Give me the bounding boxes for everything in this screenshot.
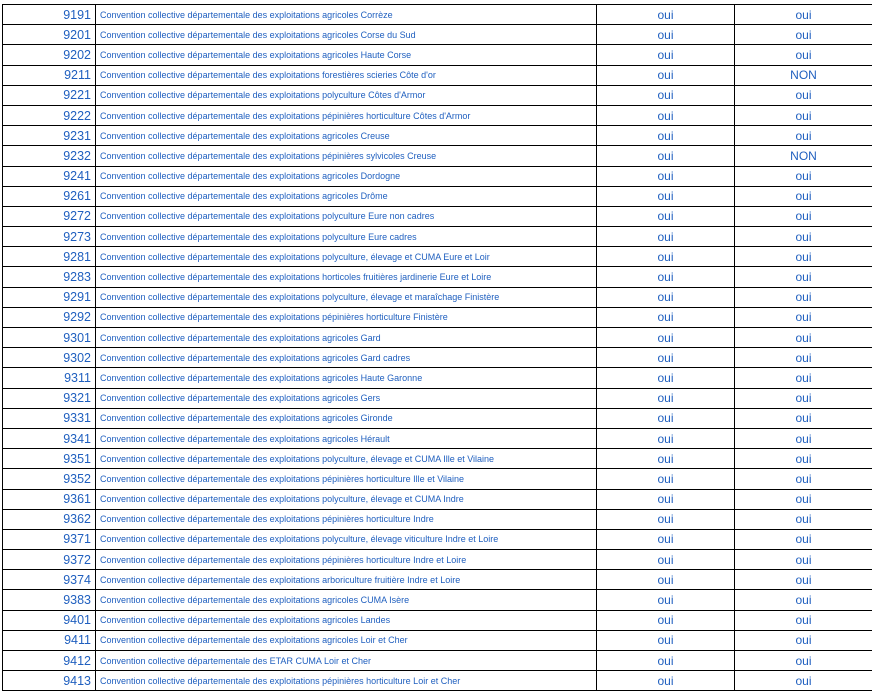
convention-label-cell: Convention collective départementale des exploitations agricoles Landes: [96, 610, 597, 630]
code-cell: 9273: [3, 227, 96, 247]
status-cell-2: oui: [735, 126, 872, 146]
code-cell: 9232: [3, 146, 96, 166]
code-cell: 9292: [3, 307, 96, 327]
status-cell-1: oui: [597, 509, 735, 529]
convention-label-cell: Convention collective départementale des exploitations agricoles Hérault: [96, 428, 597, 448]
convention-label-cell: Convention collective départementale des exploitations polyculture Eure cadres: [96, 227, 597, 247]
table-row: [3, 651, 872, 671]
status-cell-2: oui: [735, 449, 872, 469]
table-row: [3, 610, 872, 630]
convention-label-cell: Convention collective départementale des exploitations arboriculture fruitière Indre et Loire: [96, 570, 597, 590]
convention-label-cell: Convention collective départementale des exploitations agricoles Gers: [96, 388, 597, 408]
status-cell-1: oui: [597, 247, 735, 267]
code-cell: 9331: [3, 408, 96, 428]
status-cell-2: oui: [735, 570, 872, 590]
convention-label-cell: Convention collective départementale des exploitations polyculture, élevage et CUMA Indre: [96, 489, 597, 509]
convention-label-cell: Convention collective départementale des exploitations pépinières horticulture Côtes d'Armor: [96, 105, 597, 125]
status-cell-2: oui: [735, 186, 872, 206]
code-cell: 9352: [3, 469, 96, 489]
status-cell-1: oui: [597, 388, 735, 408]
code-cell: 9283: [3, 267, 96, 287]
convention-label-cell: Convention collective départementale des exploitations pépinières horticulture Ille et Vilaine: [96, 469, 597, 489]
code-cell: 9374: [3, 570, 96, 590]
status-cell-1: oui: [597, 126, 735, 146]
code-cell: 9191: [3, 5, 96, 25]
code-cell: 9413: [3, 671, 96, 691]
status-cell-1: oui: [597, 671, 735, 691]
table-row: [3, 529, 872, 549]
convention-label-cell: Convention collective départementale des exploitations polyculture, élevage viticulture Indre et Loire: [96, 529, 597, 549]
status-cell-1: oui: [597, 630, 735, 650]
status-cell-1: oui: [597, 146, 735, 166]
convention-label-cell: Convention collective départementale des exploitations agricoles Drôme: [96, 186, 597, 206]
convention-label-cell: Convention collective départementale des exploitations pépinières horticulture Loir et Cher: [96, 671, 597, 691]
convention-label-cell: Convention collective départementale des exploitations polyculture, élevage et CUMA Eure et Loir: [96, 247, 597, 267]
code-cell: 9202: [3, 45, 96, 65]
status-cell-2: oui: [735, 45, 872, 65]
status-cell-1: oui: [597, 570, 735, 590]
status-cell-2: oui: [735, 408, 872, 428]
status-cell-1: oui: [597, 227, 735, 247]
status-cell-1: oui: [597, 105, 735, 125]
status-cell-1: oui: [597, 348, 735, 368]
code-cell: 9302: [3, 348, 96, 368]
code-cell: 9341: [3, 428, 96, 448]
status-cell-2: oui: [735, 348, 872, 368]
table-row: [3, 206, 872, 226]
status-cell-1: oui: [597, 550, 735, 570]
status-cell-2: oui: [735, 671, 872, 691]
convention-label-cell: Convention collective départementale des exploitations pépinières horticulture Finistère: [96, 307, 597, 327]
status-cell-2: oui: [735, 85, 872, 105]
status-cell-1: oui: [597, 469, 735, 489]
table-row: [3, 630, 872, 650]
status-cell-2: oui: [735, 368, 872, 388]
status-cell-2: oui: [735, 5, 872, 25]
status-cell-2: oui: [735, 25, 872, 45]
status-cell-1: oui: [597, 166, 735, 186]
status-cell-1: oui: [597, 428, 735, 448]
convention-label-cell: Convention collective départementale des exploitations pépinières horticulture Indre et Loire: [96, 550, 597, 570]
status-cell-2: oui: [735, 550, 872, 570]
code-cell: 9351: [3, 449, 96, 469]
table-row: [3, 105, 872, 125]
table-row: [3, 65, 872, 85]
convention-label-cell: Convention collective départementale des exploitations agricoles Haute Corse: [96, 45, 597, 65]
table-row: [3, 25, 872, 45]
table-row: [3, 247, 872, 267]
code-cell: 9272: [3, 206, 96, 226]
status-cell-2: oui: [735, 247, 872, 267]
code-cell: 9241: [3, 166, 96, 186]
status-cell-1: oui: [597, 267, 735, 287]
code-cell: 9372: [3, 550, 96, 570]
status-cell-1: oui: [597, 85, 735, 105]
convention-label-cell: Convention collective départementale des exploitations polyculture, élevage et maraîchage Finistère: [96, 287, 597, 307]
code-cell: 9321: [3, 388, 96, 408]
table-row: [3, 671, 872, 691]
convention-label-cell: Convention collective départementale des exploitations polyculture, élevage et CUMA Ille et Vilaine: [96, 449, 597, 469]
table-row: [3, 550, 872, 570]
code-cell: 9221: [3, 85, 96, 105]
status-cell-1: oui: [597, 449, 735, 469]
status-cell-1: oui: [597, 287, 735, 307]
code-cell: 9222: [3, 105, 96, 125]
code-cell: 9261: [3, 186, 96, 206]
status-cell-2: oui: [735, 610, 872, 630]
status-cell-2: oui: [735, 388, 872, 408]
convention-label-cell: Convention collective départementale des exploitations pépinières horticulture Indre: [96, 509, 597, 529]
code-cell: 9412: [3, 651, 96, 671]
convention-label-cell: Convention collective départementale des exploitations agricoles Creuse: [96, 126, 597, 146]
code-cell: 9231: [3, 126, 96, 146]
table-row: [3, 368, 872, 388]
table-row: [3, 227, 872, 247]
status-cell-2: oui: [735, 469, 872, 489]
convention-label-cell: Convention collective départementale des exploitations agricoles Corrèze: [96, 5, 597, 25]
status-cell-2: oui: [735, 651, 872, 671]
convention-label-cell: Convention collective départementale des exploitations horticoles fruitières jardinerie Eure et Loire: [96, 267, 597, 287]
status-cell-1: oui: [597, 307, 735, 327]
status-cell-2: oui: [735, 529, 872, 549]
status-cell-2: oui: [735, 206, 872, 226]
table-row: [3, 449, 872, 469]
status-cell-2: oui: [735, 489, 872, 509]
status-cell-1: oui: [597, 408, 735, 428]
table-row: [3, 287, 872, 307]
code-cell: 9211: [3, 65, 96, 85]
table-row: [3, 328, 872, 348]
table-row: [3, 469, 872, 489]
status-cell-1: oui: [597, 590, 735, 610]
convention-label-cell: Convention collective départementale des exploitations polyculture Eure non cadres: [96, 206, 597, 226]
code-cell: 9362: [3, 509, 96, 529]
convention-label-cell: Convention collective départementale des exploitations agricoles Dordogne: [96, 166, 597, 186]
convention-label-cell: Convention collective départementale des ETAR CUMA Loir et Cher: [96, 651, 597, 671]
status-cell-2: oui: [735, 509, 872, 529]
status-cell-2: oui: [735, 105, 872, 125]
status-cell-2: oui: [735, 307, 872, 327]
code-cell: 9201: [3, 25, 96, 45]
convention-label-cell: Convention collective départementale des exploitations agricoles Haute Garonne: [96, 368, 597, 388]
status-cell-1: oui: [597, 368, 735, 388]
convention-label-cell: Convention collective départementale des exploitations agricoles CUMA Isère: [96, 590, 597, 610]
status-cell-2: oui: [735, 428, 872, 448]
convention-label-cell: Convention collective départementale des exploitations agricoles Corse du Sud: [96, 25, 597, 45]
code-cell: 9301: [3, 328, 96, 348]
table-row: [3, 388, 872, 408]
status-cell-2: oui: [735, 630, 872, 650]
status-cell-2: oui: [735, 328, 872, 348]
table-row: [3, 126, 872, 146]
table-row: [3, 408, 872, 428]
table-row: [3, 489, 872, 509]
status-cell-2: NON: [735, 146, 872, 166]
code-cell: 9361: [3, 489, 96, 509]
convention-label-cell: Convention collective départementale des exploitations forestières scieries Côte d'or: [96, 65, 597, 85]
table-row: [3, 166, 872, 186]
status-cell-1: oui: [597, 610, 735, 630]
table-row: [3, 267, 872, 287]
table-row: [3, 85, 872, 105]
table-row: [3, 186, 872, 206]
status-cell-1: oui: [597, 45, 735, 65]
code-cell: 9281: [3, 247, 96, 267]
status-cell-2: oui: [735, 166, 872, 186]
table-row: [3, 590, 872, 610]
table-row: [3, 428, 872, 448]
convention-label-cell: Convention collective départementale des exploitations agricoles Gard cadres: [96, 348, 597, 368]
convention-label-cell: Convention collective départementale des exploitations agricoles Gard: [96, 328, 597, 348]
code-cell: 9311: [3, 368, 96, 388]
status-cell-1: oui: [597, 489, 735, 509]
table-row: [3, 348, 872, 368]
status-cell-1: oui: [597, 651, 735, 671]
status-cell-2: oui: [735, 287, 872, 307]
status-cell-2: oui: [735, 590, 872, 610]
code-cell: 9411: [3, 630, 96, 650]
status-cell-2: NON: [735, 65, 872, 85]
status-cell-1: oui: [597, 25, 735, 45]
status-cell-1: oui: [597, 5, 735, 25]
table-row: [3, 146, 872, 166]
convention-label-cell: Convention collective départementale des exploitations agricoles Loir et Cher: [96, 630, 597, 650]
status-cell-1: oui: [597, 65, 735, 85]
convention-label-cell: Convention collective départementale des exploitations agricoles Gironde: [96, 408, 597, 428]
status-cell-1: oui: [597, 186, 735, 206]
status-cell-1: oui: [597, 206, 735, 226]
table-row: [3, 570, 872, 590]
code-cell: 9291: [3, 287, 96, 307]
table-row: [3, 509, 872, 529]
convention-label-cell: Convention collective départementale des exploitations polyculture Côtes d'Armor: [96, 85, 597, 105]
code-cell: 9383: [3, 590, 96, 610]
convention-table: [2, 4, 872, 691]
status-cell-1: oui: [597, 529, 735, 549]
status-cell-1: oui: [597, 328, 735, 348]
table-row: [3, 5, 872, 25]
table-row: [3, 307, 872, 327]
code-cell: 9371: [3, 529, 96, 549]
code-cell: 9401: [3, 610, 96, 630]
status-cell-2: oui: [735, 267, 872, 287]
convention-label-cell: Convention collective départementale des exploitations pépinières sylvicoles Creuse: [96, 146, 597, 166]
table-row: [3, 45, 872, 65]
table-body: [3, 5, 872, 691]
status-cell-2: oui: [735, 227, 872, 247]
